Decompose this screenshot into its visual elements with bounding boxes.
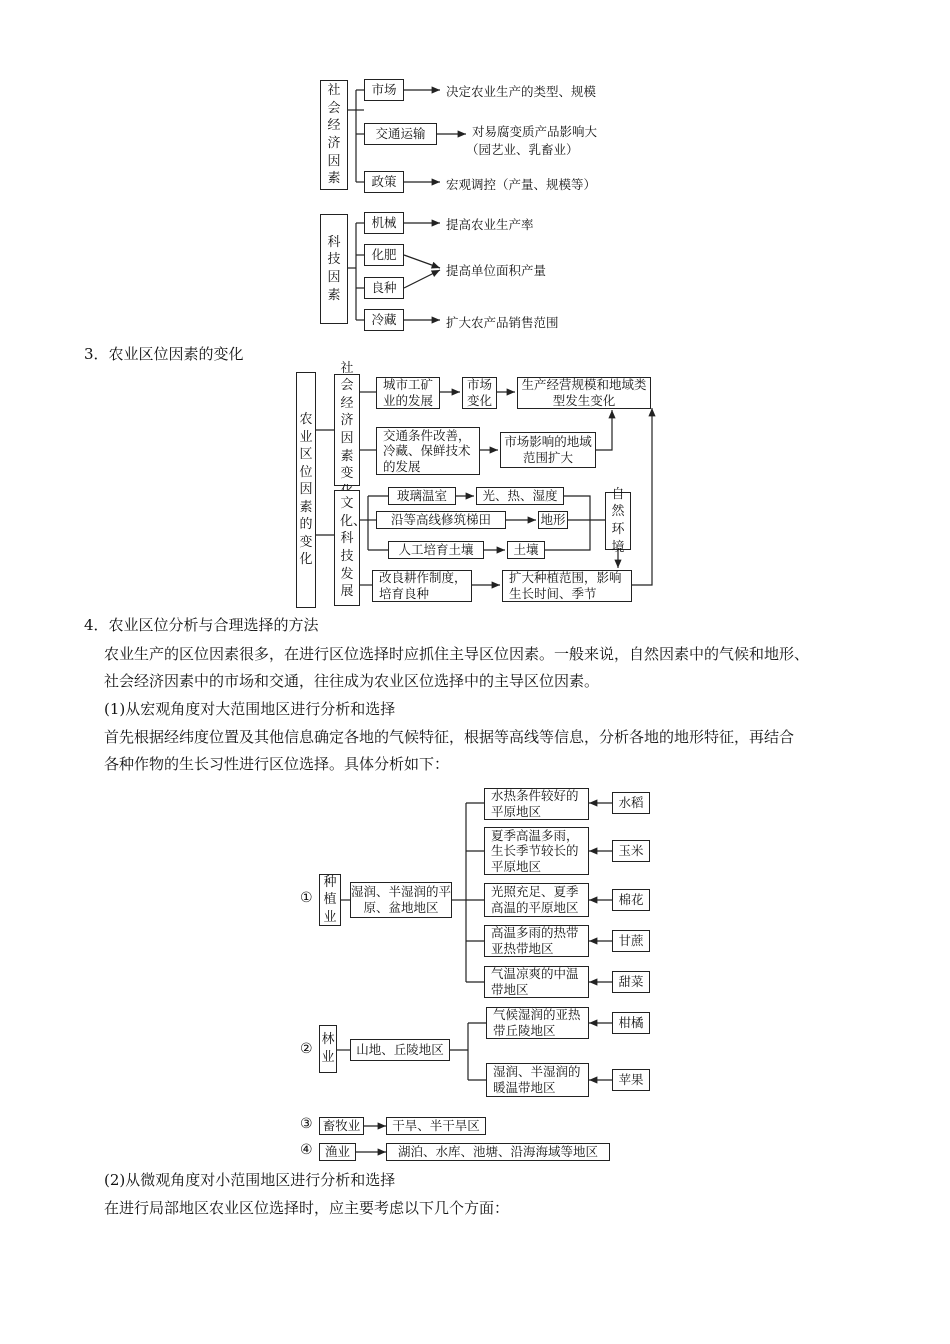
tech-development-label: 文化、科技发展 xyxy=(340,496,367,600)
transport-effect-1: 对易腐变质产品影响大 xyxy=(472,124,598,139)
subheading-2: (2)从微观角度对小范围地区进行分析和选择 xyxy=(104,1171,396,1189)
terrain-label: 地形 xyxy=(540,512,566,528)
dry-region-label: 干旱、半干旱区 xyxy=(392,1118,480,1134)
crop-rice-label: 水稻 xyxy=(618,795,644,811)
light-heat-box xyxy=(476,487,564,505)
hills-box xyxy=(350,1039,450,1061)
social-economic-factors-box xyxy=(320,80,348,190)
yield-effect: 提高单位面积产量 xyxy=(446,263,547,278)
transport-box xyxy=(364,123,437,145)
machinery-box xyxy=(364,212,404,234)
livestock-label: 畜牧业 xyxy=(322,1118,361,1134)
crop-cond-4-label: 高温多雨的热带亚热带地区 xyxy=(491,925,579,956)
social-economic-factors-label: 社会经济因素 xyxy=(327,83,341,187)
terrain-box xyxy=(538,511,568,529)
section-3-heading: 3．农业区位因素的变化 xyxy=(84,345,244,363)
crop-cond-5-label: 气温凉爽的中温带地区 xyxy=(491,966,579,997)
greenhouse-label: 玻璃温室 xyxy=(396,488,447,504)
forest-cond-1-label: 气候湿润的亚热带丘陵地区 xyxy=(493,1007,581,1038)
crop-cond-1-box xyxy=(484,788,589,820)
natural-env-box xyxy=(605,486,631,555)
scale-change-box xyxy=(517,377,651,409)
terrace-label: 沿等高线修筑梯田 xyxy=(390,512,491,528)
reform-label: 改良耕作制度，培育良种 xyxy=(379,570,467,601)
natural-env-label: 自然环境 xyxy=(611,486,625,555)
forest-cond-2-box xyxy=(486,1063,589,1097)
dry-region-box xyxy=(386,1117,486,1135)
fertilizer-label: 化肥 xyxy=(371,247,397,263)
plain-region-label: 湿润、半湿润的平原、盆地地区 xyxy=(351,884,452,915)
marker-3: ③ xyxy=(300,1116,313,1132)
social-change-box xyxy=(334,360,360,486)
seed-label: 良种 xyxy=(371,280,397,296)
market-range-box xyxy=(500,432,596,468)
crop-corn-label: 玉米 xyxy=(618,843,644,859)
crop-cond-3-label: 光照充足、夏季高温的平原地区 xyxy=(491,884,579,915)
paragraph-1-line-1: 农业生产的区位因素很多，在进行区位选择时应抓住主导区位因素。一般来说，自然因素中的气候和地形、 xyxy=(104,645,810,663)
livestock-box xyxy=(319,1117,364,1135)
crop-beet-label: 甜菜 xyxy=(618,974,644,990)
fertilizer-box xyxy=(364,244,404,266)
fruit-citrus-label: 柑橘 xyxy=(618,1015,644,1031)
location-change-main-box xyxy=(296,372,316,608)
crop-cotton-box xyxy=(612,889,650,911)
plain-region-box xyxy=(350,882,452,918)
market-change-box xyxy=(462,377,497,409)
greenhouse-box xyxy=(388,487,456,505)
transport-improve-box xyxy=(376,427,480,475)
planting-box xyxy=(319,874,341,926)
artificial-soil-box xyxy=(388,541,484,559)
market-box xyxy=(364,79,404,101)
crop-sugarcane-label: 甘蔗 xyxy=(618,933,644,949)
soil-label: 土壤 xyxy=(513,542,539,558)
market-effect: 决定农业生产的类型、规模 xyxy=(446,84,597,99)
light-heat-label: 光、热、湿度 xyxy=(482,488,558,504)
forest-cond-2-label: 湿润、半湿润的暖温带地区 xyxy=(493,1064,581,1095)
water-region-label: 湖泊、水库、池塘、沿海海域等地区 xyxy=(397,1144,598,1160)
paragraph-2-line-2: 各种作物的生长习性进行区位选择。具体分析如下： xyxy=(104,755,450,773)
water-region-box xyxy=(386,1143,610,1161)
expand-box xyxy=(502,570,632,602)
seed-box xyxy=(364,277,404,299)
marker-4: ④ xyxy=(300,1142,313,1158)
fishery-box xyxy=(319,1143,356,1161)
cold-storage-effect: 扩大农产品销售范围 xyxy=(446,315,559,330)
subheading-1: (1)从宏观角度对大范围地区进行分析和选择 xyxy=(104,700,396,718)
forest-cond-1-box xyxy=(486,1007,589,1039)
crop-cond-4-box xyxy=(484,925,589,957)
cold-storage-label: 冷藏 xyxy=(371,312,397,328)
transport-label: 交通运输 xyxy=(375,126,426,142)
scale-change-label: 生产经营规模和地域类型发生变化 xyxy=(521,377,647,408)
fishery-label: 渔业 xyxy=(324,1144,350,1160)
crop-cond-2-box xyxy=(484,827,589,875)
marker-1: ① xyxy=(300,890,313,906)
tech-factors-label: 科技因素 xyxy=(327,234,341,303)
transport-improve-label: 交通条件改善，冷藏、保鲜技术的发展 xyxy=(383,427,471,474)
fruit-citrus-box xyxy=(612,1012,650,1034)
crop-cond-2-label: 夏季高温多雨，生长季节较长的平原地区 xyxy=(491,827,579,874)
terrace-box xyxy=(376,511,506,529)
hills-label: 山地、丘陵地区 xyxy=(356,1042,444,1058)
crop-cond-1-label: 水热条件较好的平原地区 xyxy=(491,788,579,819)
section-4-heading: 4．农业区位分析与合理选择的方法 xyxy=(84,616,319,634)
market-range-label: 市场影响的地域范围扩大 xyxy=(504,434,592,465)
policy-label: 政策 xyxy=(371,174,397,190)
crop-sugarcane-box xyxy=(612,930,650,952)
tech-development-box xyxy=(334,490,367,606)
paragraph-3: 在进行局部地区农业区位选择时，应主要考虑以下几个方面： xyxy=(104,1199,510,1217)
crop-cond-5-box xyxy=(484,966,589,998)
transport-effect-2: （园艺业、乳畜业） xyxy=(466,142,579,157)
cold-storage-box xyxy=(364,309,404,331)
artificial-soil-label: 人工培育土壤 xyxy=(398,542,474,558)
social-change-label: 社会经济因素变 xyxy=(340,360,354,482)
city-industry-label: 城市工矿业的发展 xyxy=(382,377,433,408)
location-change-main-label: 农业区位因素的变化 xyxy=(299,412,313,568)
policy-box xyxy=(364,171,404,193)
crop-cond-3-box xyxy=(484,883,589,917)
reform-box xyxy=(372,570,472,602)
market-change-label: 市场变化 xyxy=(466,377,492,408)
planting-label: 种植业 xyxy=(323,874,337,925)
crop-beet-box xyxy=(612,971,650,993)
fruit-apple-label: 苹果 xyxy=(618,1072,644,1088)
fruit-apple-box xyxy=(612,1069,650,1091)
crop-cotton-label: 棉花 xyxy=(618,892,644,908)
tech-factors-box xyxy=(320,214,348,324)
policy-effect: 宏观调控（产量、规模等） xyxy=(446,177,597,192)
machinery-label: 机械 xyxy=(371,215,397,231)
city-industry-box xyxy=(376,377,440,409)
machinery-effect: 提高农业生产率 xyxy=(446,217,534,232)
marker-2: ② xyxy=(300,1041,313,1057)
forestry-label: 林业 xyxy=(321,1032,335,1065)
paragraph-1-line-2: 社会经济因素中的市场和交通，往往成为农业区位选择中的主导区位因素。 xyxy=(104,672,600,690)
expand-label: 扩大种植范围，影响生长时间、季节 xyxy=(509,570,622,601)
crop-corn-box xyxy=(612,840,650,862)
crop-rice-box xyxy=(612,792,650,814)
soil-box xyxy=(507,541,545,559)
forestry-box xyxy=(319,1025,337,1073)
market-label: 市场 xyxy=(371,82,397,98)
paragraph-2-line-1: 首先根据经纬度位置及其他信息确定各地的气候特征，根据等高线等信息，分析各地的地形特征，再结合 xyxy=(104,728,795,746)
